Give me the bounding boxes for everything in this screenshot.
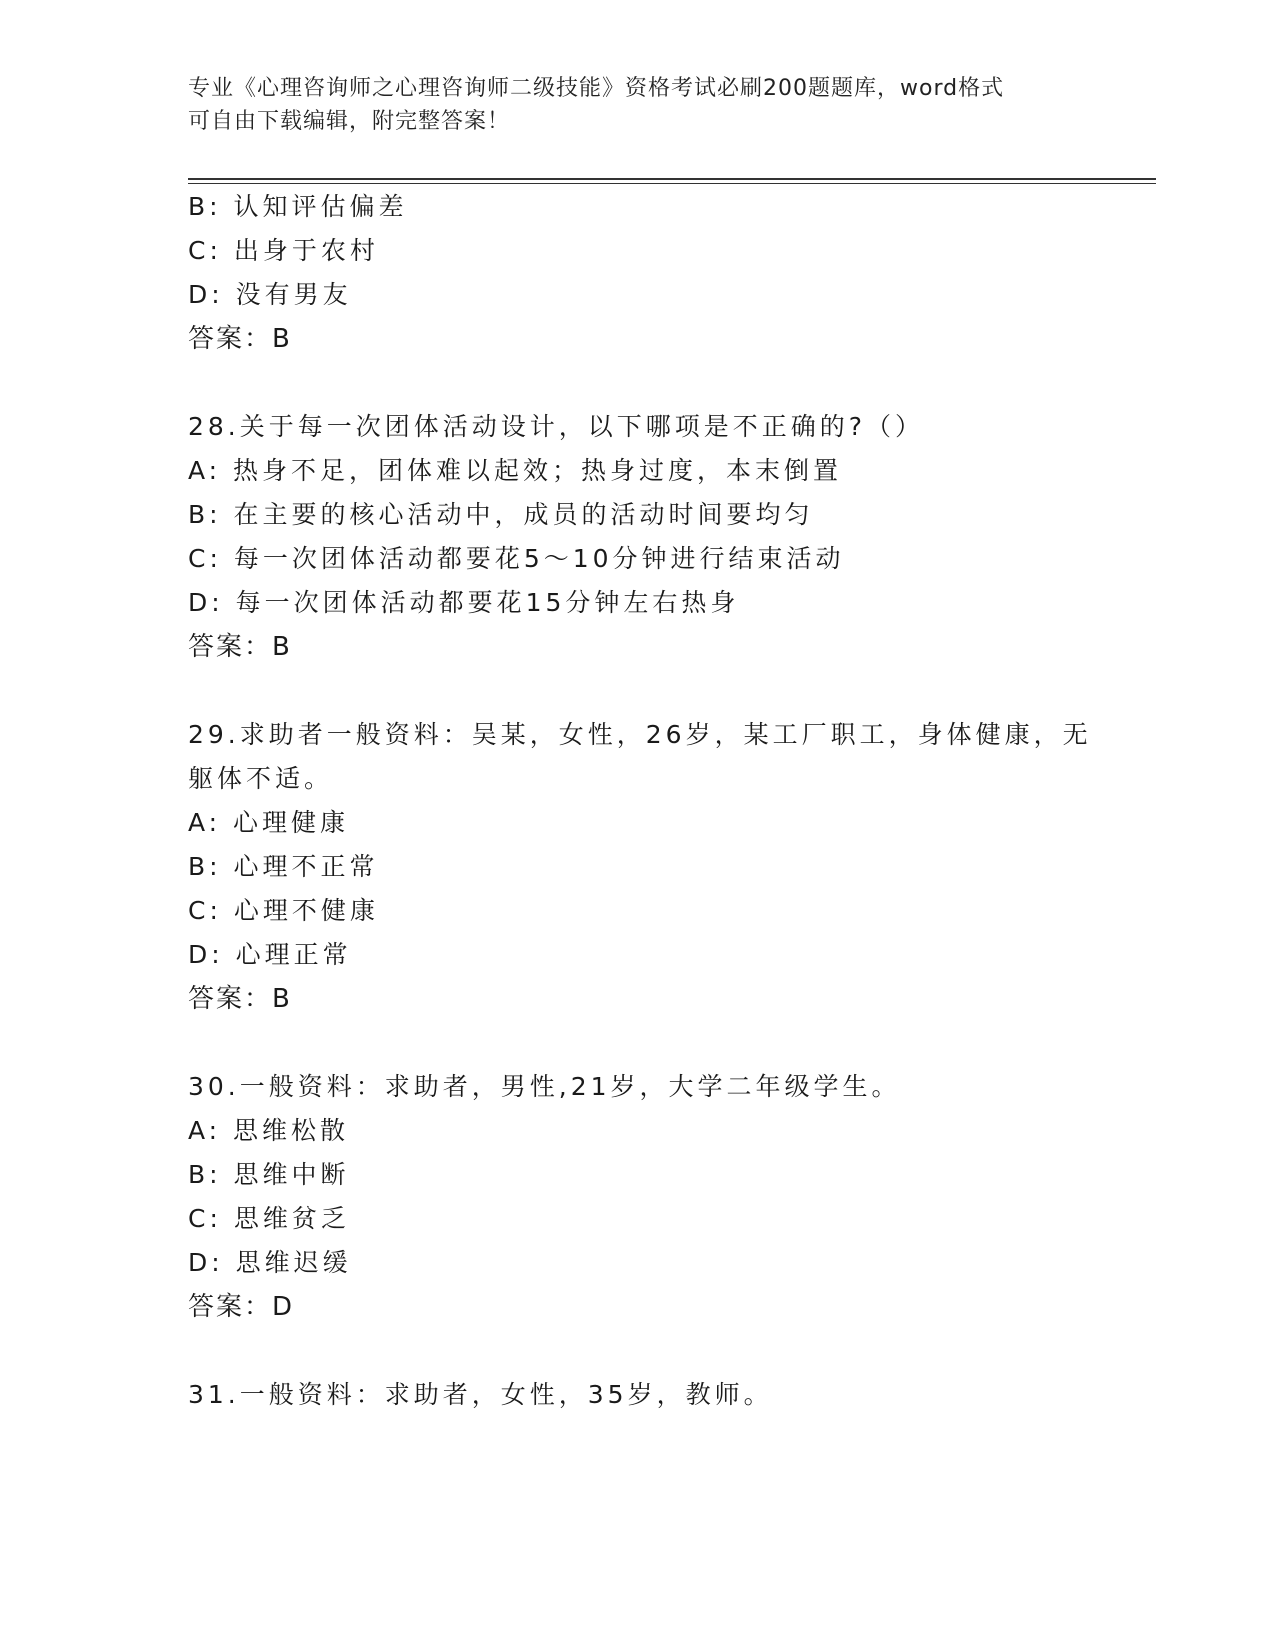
option-a: A: 心理健康 <box>188 808 350 837</box>
header-line-2: 可自由下载编辑，附完整答案！ <box>188 109 511 134</box>
header-divider <box>188 178 1156 184</box>
option-b: B: 思维中断 <box>188 1160 350 1189</box>
option-a: A: 热身不足，团体难以起效；热身过度，本末倒置 <box>188 456 843 485</box>
question-stem: 29.求助者一般资料：吴某，女性，26岁，某工厂职工，身体健康，无 <box>188 720 1092 749</box>
option-c: C: 思维贫乏 <box>188 1204 350 1233</box>
answer-line: 答案：B <box>188 632 292 662</box>
option-b: B: 心理不正常 <box>188 852 379 881</box>
answer-line: 答案：D <box>188 1292 295 1322</box>
option-a: A: 思维松散 <box>188 1116 350 1145</box>
option-d: D: 每一次团体活动都要花15分钟左右热身 <box>188 588 740 617</box>
header-line-1: 专业《心理咨询师之心理咨询师二级技能》资格考试必刷200题题库，word格式 <box>188 76 1005 101</box>
option-b: B: 在主要的核心活动中，成员的活动时间要均匀 <box>188 500 814 529</box>
option-c: C: 每一次团体活动都要花5～10分钟进行结束活动 <box>188 544 845 573</box>
question-stem: 31.一般资料：求助者，女性，35岁，教师。 <box>188 1380 773 1409</box>
option-c: C: 出身于农村 <box>188 236 379 265</box>
option-b: B: 认知评估偏差 <box>188 192 408 221</box>
answer-line: 答案：B <box>188 324 292 354</box>
answer-line: 答案：B <box>188 984 292 1014</box>
option-d: D: 思维迟缓 <box>188 1248 352 1277</box>
option-c: C: 心理不健康 <box>188 896 379 925</box>
page-header <box>188 72 1088 138</box>
option-d: D: 没有男友 <box>188 280 352 309</box>
question-stem: 28.关于每一次团体活动设计，以下哪项是不正确的?（） <box>188 412 925 441</box>
question-stem: 30.一般资料：求助者，男性,21岁，大学二年级学生。 <box>188 1072 901 1101</box>
question-stem-continued: 躯体不适。 <box>188 764 334 793</box>
option-d: D: 心理正常 <box>188 940 352 969</box>
